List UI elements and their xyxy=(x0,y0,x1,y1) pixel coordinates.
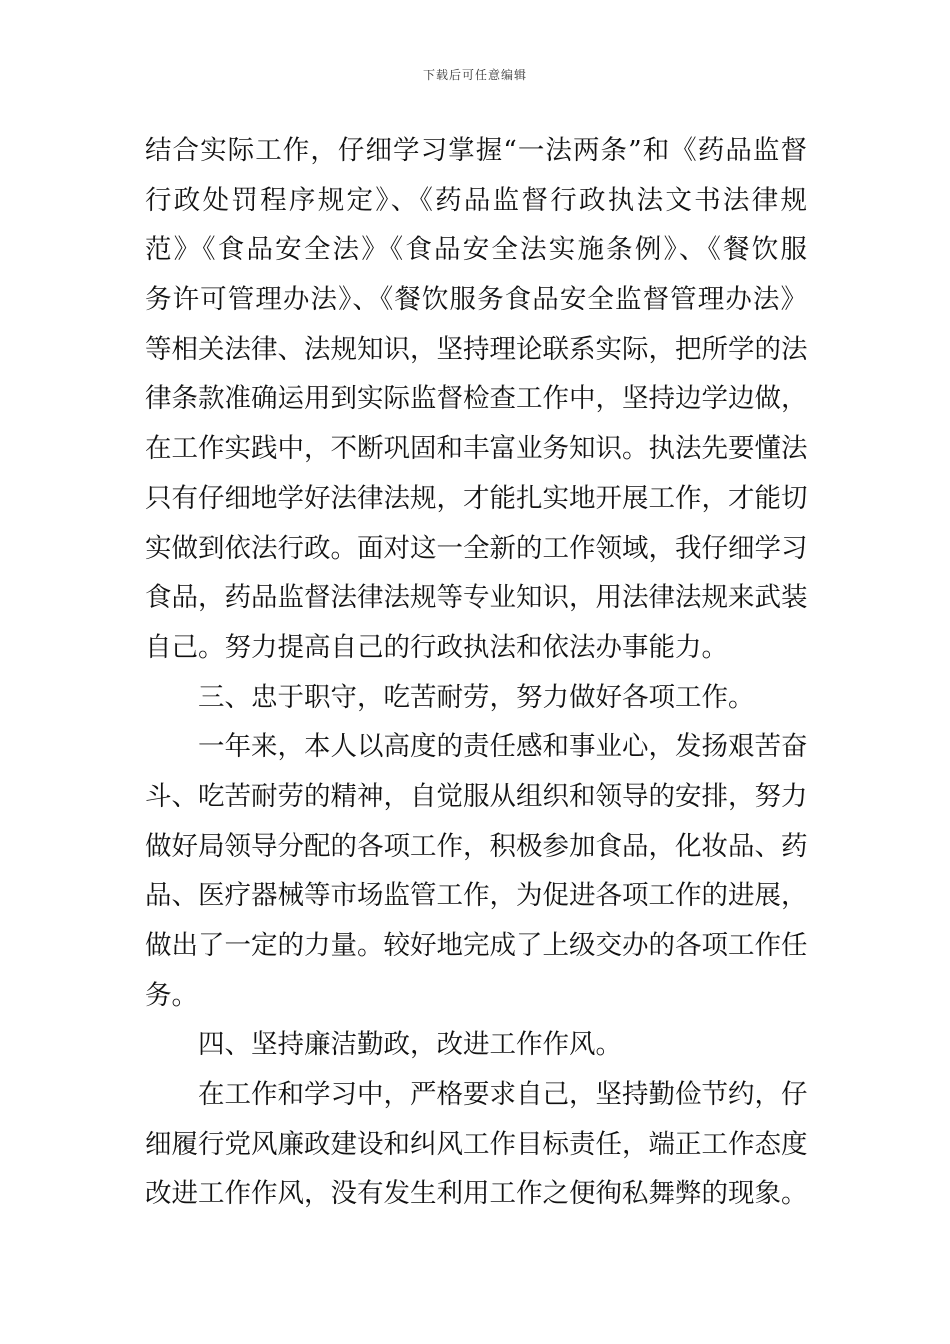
text-line: 细履行党风廉政建设和纠风工作目标责任，端正工作态度 xyxy=(145,1128,808,1160)
text-line: 在工作和学习中，严格要求自己，坚持勤俭节约，仔 xyxy=(198,1079,808,1111)
text-line: 做出了一定的力量。较好地完成了上级交办的各项工作任 xyxy=(145,930,808,961)
text-line: 一年来，本人以高度的责任感和事业心，发扬艰苦奋 xyxy=(198,731,808,763)
text-line: 自己。努力提高自己的行政执法和依法办事能力。 xyxy=(145,631,728,663)
text-line: 做好局领导分配的各项工作，积极参加食品，化妆品、药 xyxy=(145,830,808,862)
text-line: 只有仔细地学好法律法规，才能扎实地开展工作，才能切 xyxy=(145,482,808,514)
text-line: 在工作实践中，不断巩固和丰富业务知识。执法先要懂法 xyxy=(145,433,808,465)
text-line: 行政处罚程序规定》、《药品监督行政执法文书法律规 xyxy=(145,184,807,216)
text-line: 实做到依法行政。面对这一全新的工作领域，我仔细学习 xyxy=(145,532,808,564)
text-line: 务许可管理办法》、《餐饮服务食品安全监督管理办法》 xyxy=(145,284,807,316)
text-line: 三、忠于职守，吃苦耐劳，努力做好各项工作。 xyxy=(198,681,755,713)
text-line: 结合实际工作，仔细学习掌握“一法两条”和《药品监督 xyxy=(145,135,807,166)
text-line: 四、坚持廉洁勤政，改进工作作风。 xyxy=(198,1029,622,1061)
page-header-note: 下载后可任意编辑 xyxy=(422,68,527,82)
text-line: 律条款准确运用到实际监督检查工作中，坚持边学边做， xyxy=(145,383,808,415)
text-line: 食品，药品监督法律法规等专业知识，用法律法规来武装 xyxy=(145,582,808,614)
text-line: 等相关法律、法规知识，坚持理论联系实际，把所学的法 xyxy=(145,333,808,365)
document-body xyxy=(145,126,807,1219)
text-line: 斗、吃苦耐劳的精神，自觉服从组织和领导的安排，努力 xyxy=(145,780,808,812)
text-line: 范》《食品安全法》《食品安全法实施条例》、《餐饮服 xyxy=(145,234,807,266)
text-line: 改进工作作风，没有发生利用工作之便徇私舞弊的现象。 xyxy=(145,1178,808,1210)
text-line: 品、医疗器械等市场监管工作，为促进各项工作的进展， xyxy=(145,880,808,912)
text-line: 务。 xyxy=(145,979,198,1011)
